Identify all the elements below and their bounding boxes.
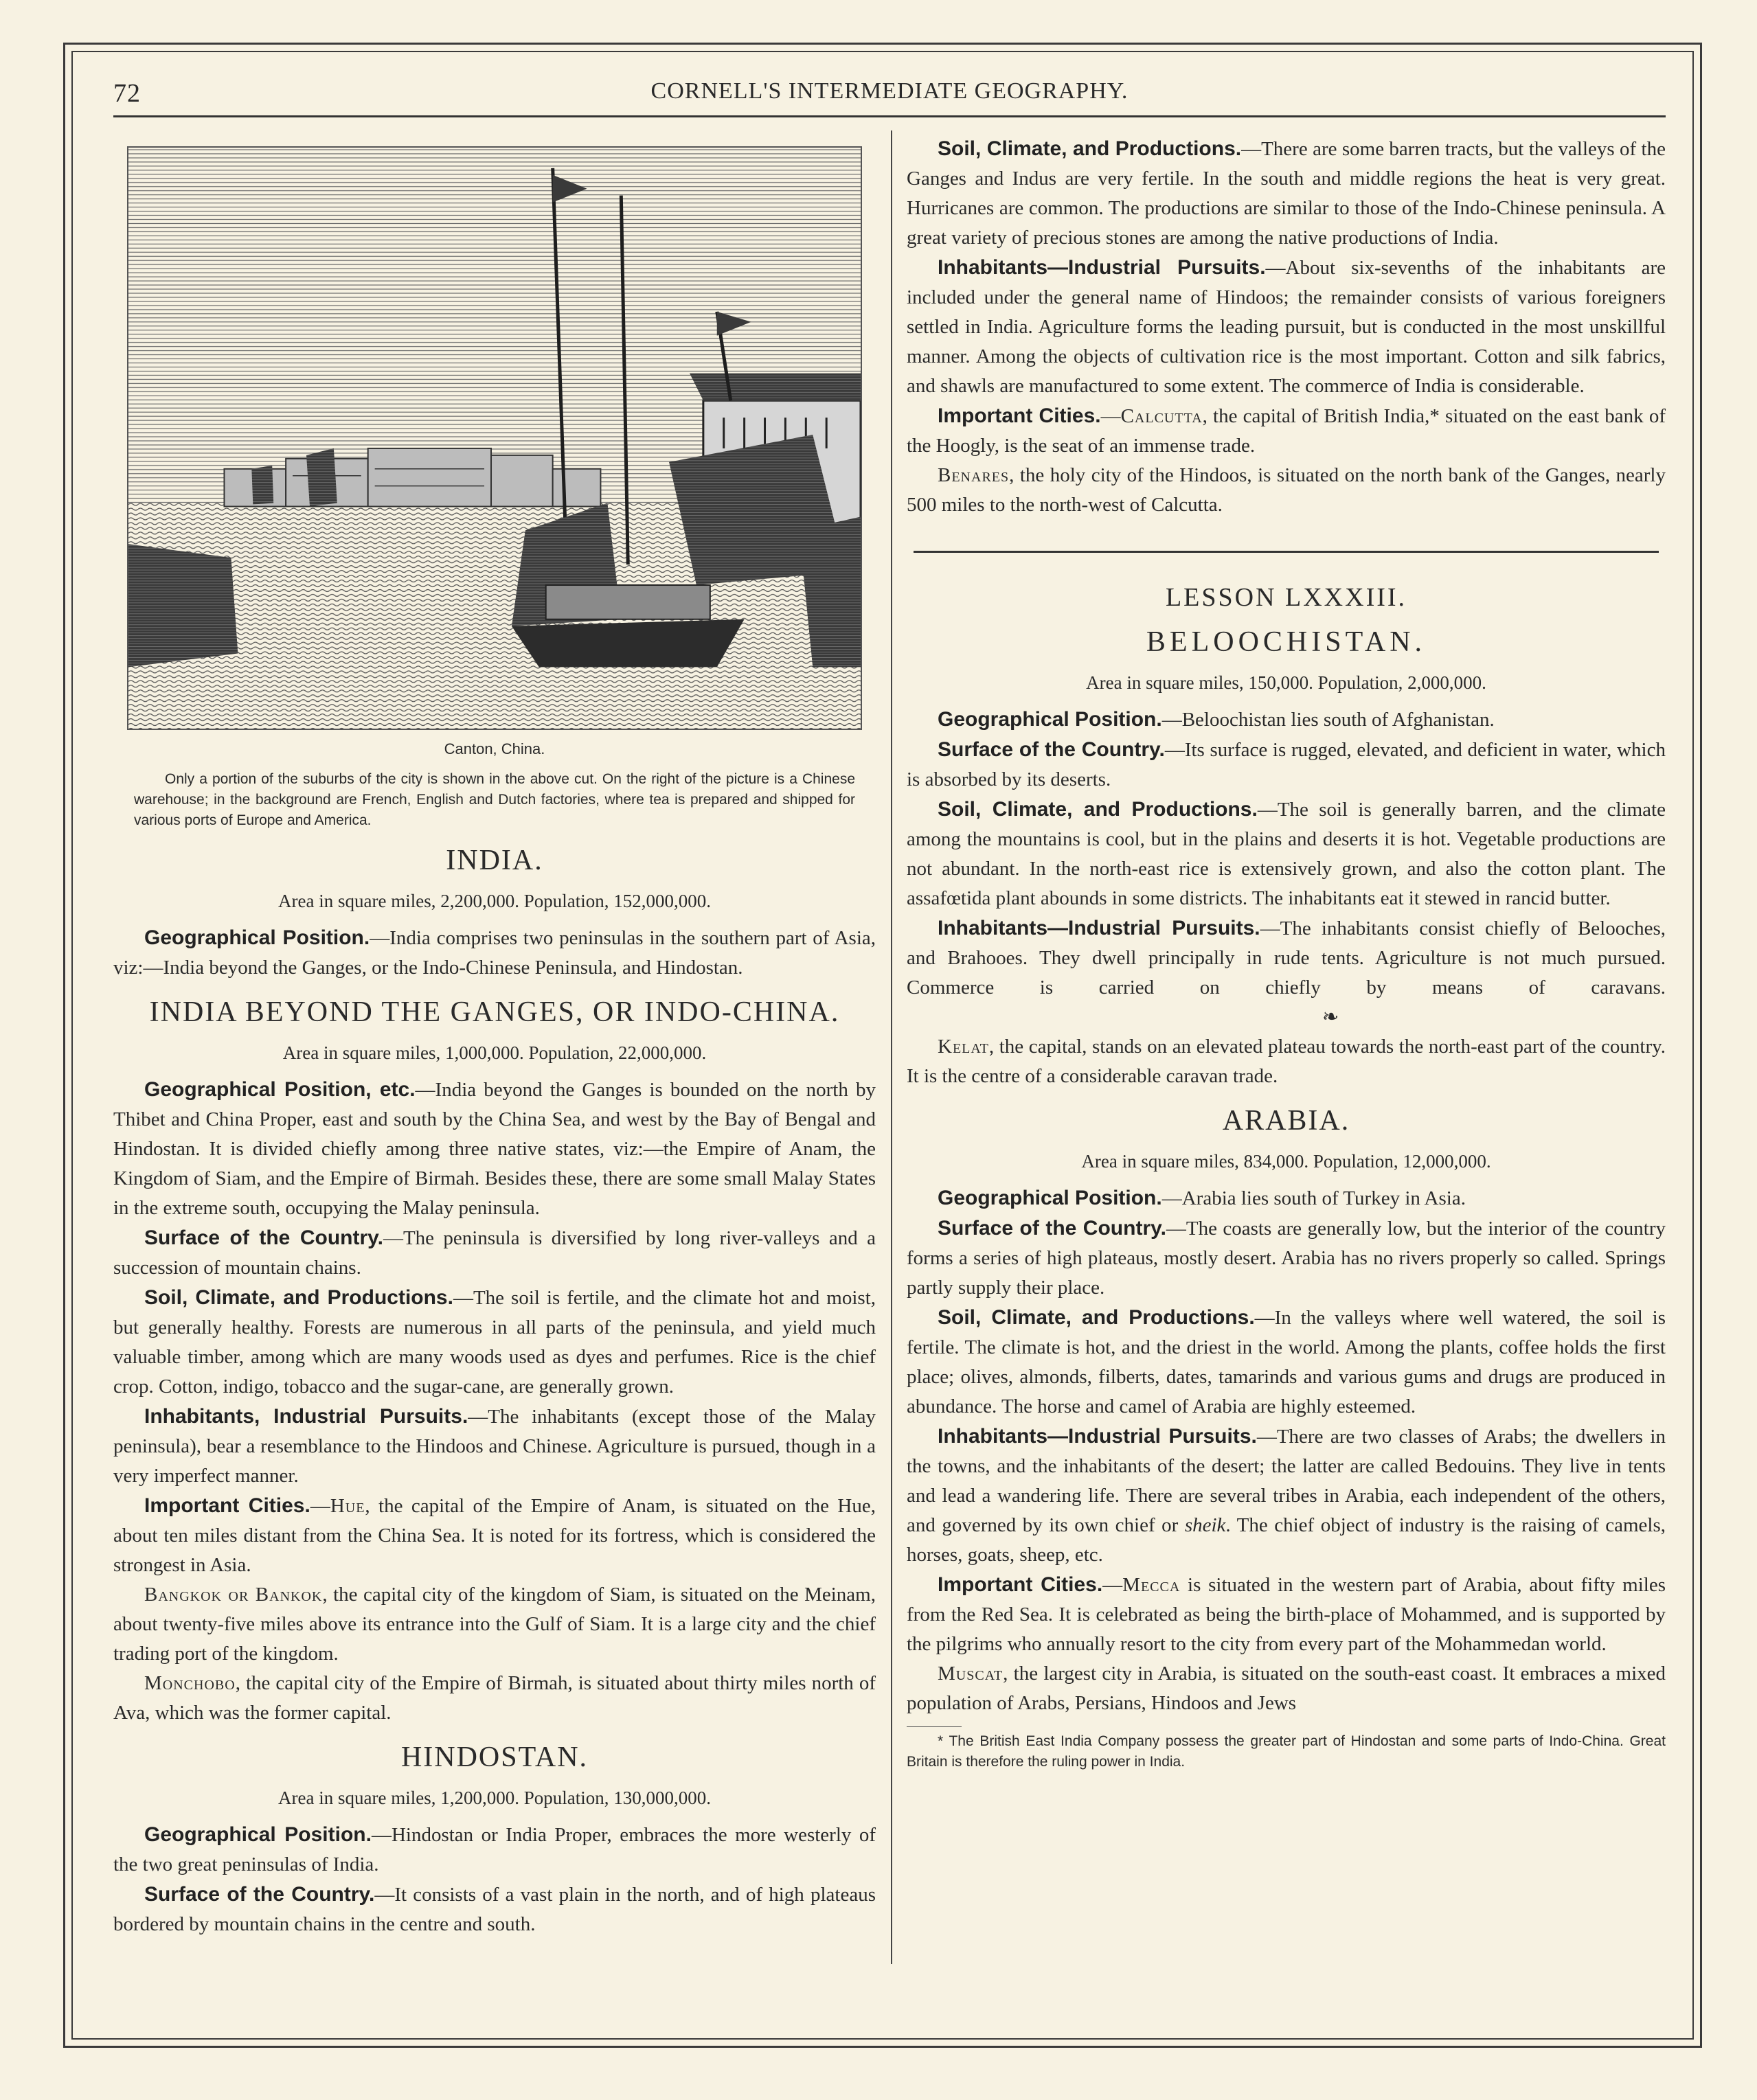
arabia-title: ARABIA. bbox=[1222, 1105, 1350, 1137]
muscat-paragraph bbox=[907, 1659, 1666, 1718]
beloochistan-stats: Area in square miles, 150,000. Population, 2,000,000. bbox=[1086, 672, 1486, 693]
indochina-soil-text: —The soil is fertile, and the climate hot and moist, but generally healthy. Forests are numerous in all parts of the peninsula, and yield much valuable timber, among which are many woods used as dyes and perfumes. Rice is the chief crop. Cotton, indigo, tobacco and the sugar-cane, are generally grown. bbox=[113, 1287, 876, 1397]
city-muscat-name: Muscat bbox=[938, 1663, 1004, 1685]
indochina-inhab-paragraph bbox=[113, 1402, 876, 1491]
india-title: INDIA. bbox=[446, 845, 543, 876]
hindostan-soil-text: —There are some barren tracts, but the valleys of the Ganges and Indus are very fertile. In the south and middle regions the heat is very great. Hurricanes are common. The productions are similar to those of the Indo-Chinese peninsula. A great variety of precious stones are among the native productions of India. bbox=[907, 138, 1666, 249]
arabia-cities-paragraph: Important Cities.—Mecca is situated in the western part of Arabia, about fifty miles from the Red Sea. It is celebrated as being the birth-place of Mohammed, and is supported by the pilgrims who annually resort to the city from every part of the Mohammedan world. bbox=[907, 1573, 1666, 1655]
arabia-surface-text: —The coasts are generally low, but the interior of the country forms a series of high plateaus, mostly desert. Arabia has no rivers properly so called. Springs partly supply their place. bbox=[907, 1218, 1666, 1299]
indochina-cities-head: Important Cities. bbox=[144, 1494, 310, 1517]
city-benares-name: Benares bbox=[938, 464, 1010, 486]
arabia-inhab-paragraph bbox=[907, 1422, 1666, 1570]
canton-harbor-engraving bbox=[127, 146, 862, 730]
arabia-soil-head: Soil, Climate, and Productions. bbox=[938, 1306, 1255, 1329]
hindostan-stats: Area in square miles, 1,200,000. Population, 130,000,000. bbox=[278, 1788, 711, 1808]
beloochistan-geo-paragraph bbox=[907, 705, 1666, 735]
india-stats: Area in square miles, 2,200,000. Population, 152,000,000. bbox=[278, 891, 711, 911]
arabia-stats: Area in square miles, 834,000. Population, 12,000,000. bbox=[1081, 1151, 1491, 1172]
hindostan-title: HINDOSTAN. bbox=[400, 1742, 589, 1773]
beloochistan-geo-head: Geographical Position. bbox=[938, 708, 1162, 731]
arabia-inhab-head: Inhabitants—Industrial Pursuits. bbox=[938, 1425, 1257, 1448]
hindostan-surface-head: Surface of the Country. bbox=[144, 1883, 375, 1906]
kelat-paragraph bbox=[907, 1032, 1666, 1091]
city-hue-name: Hue bbox=[330, 1495, 365, 1517]
right-column bbox=[907, 134, 1666, 2037]
indochina-inhab-head: Inhabitants, Industrial Pursuits. bbox=[144, 1405, 468, 1428]
arabia-geo-paragraph bbox=[907, 1183, 1666, 1213]
arabia-soil-paragraph bbox=[907, 1303, 1666, 1422]
india-geo-head: Geographical Position. bbox=[144, 926, 370, 949]
lesson-divider-rule bbox=[914, 551, 1659, 553]
city-mecca-text: is situated in the western part of Arabia, about fifty miles from the Red Sea. It is celebrated as being the birth-place of Mohammed, and is supported by the pilgrims who annually resort to the city from every part of the Mohammedan world. bbox=[907, 1574, 1666, 1655]
bangkok-paragraph bbox=[113, 1580, 876, 1669]
city-kelat-text: , the capital, stands on an elevated plateau towards the north-east part of the country. It is the centre of a considerable caravan trade. bbox=[907, 1036, 1666, 1087]
hindostan-geo-paragraph bbox=[113, 1820, 876, 1880]
footnote: * The British East India Company possess the greater part of Hindostan and some parts of Indo-China. Great Britain is therefore the ruling power in India. bbox=[907, 1733, 1666, 1770]
beloochistan-inhab-text: —The inhabitants consist chiefly of Belooches, and Brahooes. They dwell principally in rude tents. Agriculture is not much pursued. Commerce is carried on chiefly by means of caravans. bbox=[907, 917, 1666, 998]
page-header bbox=[113, 74, 1666, 115]
column-divider bbox=[891, 130, 892, 1964]
caption-text: Only a portion of the suburbs of the city is shown in the above cut. On the right of the picture is a Chinese warehouse; in the background are French, English and Dutch factories, where tea is prepared and shipped for various ports of Europe and America. bbox=[134, 771, 855, 828]
lesson-title: LESSON LXXXIII. bbox=[1165, 583, 1407, 612]
arabia-geo-text: —Arabia lies south of Turkey in Asia. bbox=[1161, 1187, 1466, 1209]
running-head: CORNELL'S INTERMEDIATE GEOGRAPHY. bbox=[650, 78, 1129, 104]
monchobo-paragraph bbox=[113, 1669, 876, 1728]
indochina-soil-head: Soil, Climate, and Productions. bbox=[144, 1286, 453, 1309]
beloochistan-inhab-head: Inhabitants—Industrial Pursuits. bbox=[938, 917, 1260, 939]
arabia-geo-head: Geographical Position. bbox=[938, 1187, 1162, 1209]
hindostan-cities-paragraph: Important Cities.—Calcutta, the capital of British India,* situated on the east bank of the Hoogly, is the seat of an immense trade. bbox=[907, 404, 1666, 457]
beloochistan-title: BELOOCHISTAN. bbox=[1146, 626, 1427, 658]
arabia-surface-head: Surface of the Country. bbox=[938, 1217, 1166, 1240]
city-mecca-name: Mecca bbox=[1122, 1574, 1181, 1596]
hindostan-cities-head: Important Cities. bbox=[938, 404, 1101, 427]
arabia-cities-head: Important Cities. bbox=[938, 1573, 1103, 1596]
city-kelat-name: Kelat bbox=[938, 1036, 989, 1058]
city-calcutta-name: Calcutta bbox=[1120, 405, 1203, 427]
hindostan-geo-head: Geographical Position. bbox=[144, 1823, 372, 1846]
india-geo-text: —India comprises two peninsulas in the southern part of Asia, viz:—India beyond the Ganges, or the Indo-Chinese Peninsula, and Hindostan. bbox=[113, 927, 876, 979]
page-number: 72 bbox=[113, 79, 141, 108]
hindostan-surface-paragraph bbox=[113, 1880, 876, 1939]
city-bangkok-text: , the capital city of the kingdom of Siam, is situated on the Meinam, about twenty-five miles above its entrance into the Gulf of Siam. It is a large city and the chief trading port of the kingdom. bbox=[113, 1584, 876, 1665]
footnote-rule bbox=[907, 1726, 962, 1727]
caption-title: Canton, China. bbox=[444, 740, 545, 757]
beloochistan-soil-text: —The soil is generally barren, and the climate among the mountains is cool, but in the plains and deserts it is hot. Vegetable productions are not abundant. In the north-east rice is extensively grown, and also the cotton plant. The assafœtida plant abounds in some districts. The inhabitants eat it stewed in rancid butter. bbox=[907, 799, 1666, 909]
city-monchobo-name: Monchobo bbox=[144, 1672, 236, 1694]
beloochistan-soil-head: Soil, Climate, and Productions. bbox=[938, 798, 1258, 821]
arabia-inhab-text-2: . The chief object of industry is the raising of camels, horses, goats, sheep, etc. bbox=[907, 1514, 1666, 1566]
indochina-surface-head: Surface of the Country. bbox=[144, 1226, 383, 1249]
beloochistan-surface-text: —Its surface is rugged, elevated, and deficient in water, which is absorbed by its deserts. bbox=[907, 739, 1666, 790]
ornament-icon: ❧ bbox=[1322, 1006, 1339, 1028]
header-rule bbox=[113, 115, 1666, 117]
hindostan-soil-head: Soil, Climate, and Productions. bbox=[938, 137, 1242, 160]
beloochistan-soil-paragraph bbox=[907, 795, 1666, 913]
hindostan-inhab-text: —About six-sevenths of the inhabitants are included under the general name of Hindoos; the remainder consists of various foreigners settled in India. Agriculture forms the leading pursuit, but is conducted in the most unskillful manner. Among the objects of cultivation rice is the most important. Cotton and silk fabrics, and shawls are manufactured to some extent. The commerce of India is considerable. bbox=[907, 257, 1666, 397]
left-column bbox=[113, 134, 876, 2037]
indochina-surface-text: —The peninsula is diversified by long river-valleys and a succession of mountain chains. bbox=[113, 1227, 876, 1279]
hindostan-surface-text: —It consists of a vast plain in the north, and of high plateaus bordered by mountain chains in the centre and south. bbox=[113, 1884, 876, 1935]
city-hue-text: , the capital of the Empire of Anam, is situated on the Hue, about ten miles distant from the China Sea. It is noted for its fortress, which is considered the strongest in Asia. bbox=[113, 1495, 876, 1576]
indochina-stats: Area in square miles, 1,000,000. Population, 22,000,000. bbox=[282, 1042, 707, 1063]
hindostan-geo-text: —Hindostan or India Proper, embraces the more westerly of the two great peninsulas of India. bbox=[113, 1824, 876, 1875]
hindostan-inhab-head: Inhabitants—Industrial Pursuits. bbox=[938, 256, 1266, 279]
beloochistan-geo-text: —Beloochistan lies south of Afghanistan. bbox=[1161, 709, 1495, 731]
indochina-cities-paragraph: Important Cities.—Hue, the capital of the Empire of Anam, is situated on the Hue, about ten miles distant from the China Sea. It is noted for its fortress, which is considered the strongest in Asia. bbox=[113, 1494, 876, 1576]
indochina-geo-head: Geographical Position, etc. bbox=[144, 1078, 416, 1101]
city-monchobo-text: , the capital city of the Empire of Birmah, is situated about thirty miles north of Ava, which was the former capital. bbox=[113, 1672, 876, 1724]
indochina-inhab-text: —The inhabitants (except those of the Malay peninsula), bear a resemblance to the Hindoos and Chinese. Agriculture is pursued, though in a very imperfect manner. bbox=[113, 1406, 876, 1487]
indochina-title: INDIA BEYOND THE GANGES, OR INDO-CHINA. bbox=[149, 996, 840, 1028]
city-muscat-text: , the largest city in Arabia, is situated on the south-east coast. It embraces a mixed population of Arabs, Persians, Hindoos and Jews bbox=[907, 1663, 1666, 1714]
arabia-inhab-sheik: sheik bbox=[1184, 1514, 1226, 1536]
sampan-boat bbox=[512, 585, 745, 667]
arabia-surface-paragraph bbox=[907, 1213, 1666, 1303]
indochina-soil-paragraph bbox=[113, 1283, 876, 1402]
city-benares-text: , the holy city of the Hindoos, is situated on the north bank of the Ganges, nearly 500 miles to the north-west of Calcutta. bbox=[907, 464, 1666, 516]
indochina-geo-text: —India beyond the Ganges is bounded on the north by Thibet and China Proper, east and south by the China Sea, and west by the Bay of Bengal and Hindostan. It is divided chiefly among three native states, viz:—the Empire of Anam, the Kingdom of Siam, and the Empire of Birmah. Besides these, there are some small Malay States in the extreme south, occupying the Malay peninsula. bbox=[113, 1079, 876, 1219]
indochina-surface-paragraph bbox=[113, 1223, 876, 1283]
city-bangkok-name: Bangkok or Bankok bbox=[144, 1584, 323, 1606]
india-geo-paragraph bbox=[113, 923, 876, 983]
indochina-geo-paragraph bbox=[113, 1075, 876, 1223]
beloochistan-inhab-paragraph bbox=[907, 913, 1666, 1032]
arabia-soil-text: —In the valleys where well watered, the soil is fertile. The climate is hot, and the driest in the world. Among the plants, coffee holds the first place; olives, almonds, filberts, dates, tamarinds and various gums and drugs are produced in abundance. The horse and camel of Arabia are highly esteemed. bbox=[907, 1307, 1666, 1417]
city-calcutta-text: , the capital of British India,* situated on the east bank of the Hoogly, is the seat of an immense trade. bbox=[907, 405, 1666, 457]
beloochistan-surface-paragraph bbox=[907, 735, 1666, 795]
arabia-inhab-text-1: —There are two classes of Arabs; the dwellers in the towns, and the inhabitants of the desert; the latter are called Bedouins. They live in tents and lead a wandering life. There are several tribes in Arabia, each independent of the others, and governed by its own chief or bbox=[907, 1426, 1666, 1536]
benares-paragraph bbox=[907, 461, 1666, 520]
hindostan-inhab-paragraph bbox=[907, 253, 1666, 401]
hindostan-soil-paragraph bbox=[907, 134, 1666, 253]
beloochistan-surface-head: Surface of the Country. bbox=[938, 738, 1165, 761]
